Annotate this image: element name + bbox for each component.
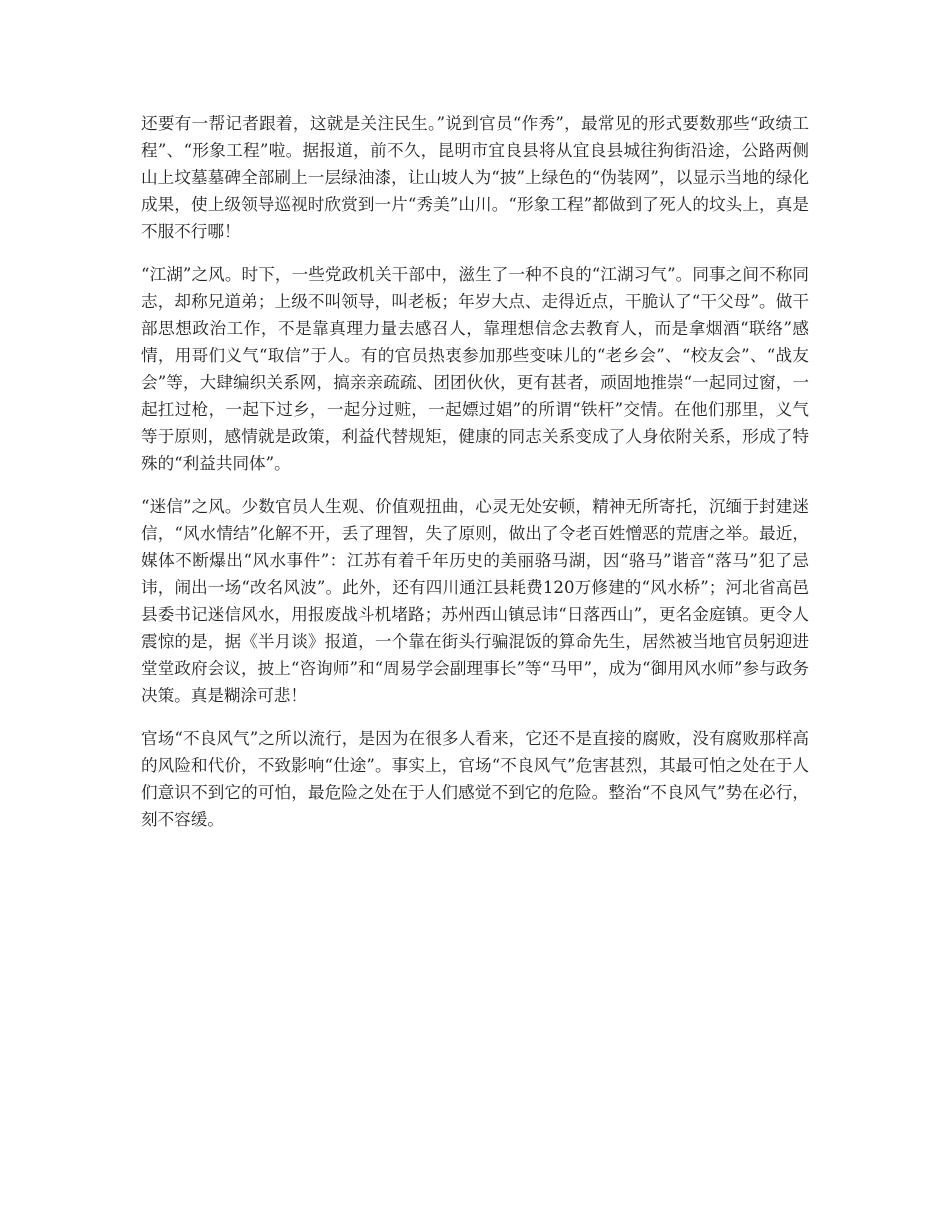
- paragraph-4: 官场“不良风气”之所以流行，是因为在很多人看来，它还不是直接的腐败，没有腐败那样高的风险和代价，不致影响“仕途”。事实上，官场“不良风气”危害甚烈，其最可怕之处在于人们意识不到它的可怕，最危险之处在于人们感觉不到它的危险。整治“不良风气”势在必行，刻不容缓。: [141, 729, 809, 829]
- paragraph-2: “江湖”之风。时下，一些党政机关干部中，滋生了一种不良的“江湖习气”。同事之间不称同志，却称兄道弟；上级不叫领导，叫老板；年岁大点、走得近点，干脆认了“干父母”。做干部思想政治工作，不是靠真理力量去感召人，靠理想信念去教育人，而是拿烟酒“联络”感情，用哥们义气“取信”于人。有的官员热衷参加那些变味儿的“老乡会”、“校友会”、“战友会”等，大肆编织关系网，搞亲亲疏疏、团团伙伙，更有甚者，顽固地推崇“一起同过窗，一起扛过枪，一起下过乡，一起分过赃，一起嫖过娼”的所谓“铁杆”交情。在他们那里，义气等于原则，感情就是政策，利益代替规矩，健康的同志关系变成了人身依附关系，形成了特殊的“利益共同体”。: [141, 265, 809, 473]
- paragraph-1: 还要有一帮记者跟着，这就是关注民生。”说到官员“作秀”，最常见的形式要数那些“政绩工程”、“形象工程”啦。据报道，前不久，昆明市宜良县将从宜良县城往狗街沿途，公路两侧山上坟墓墓碑全部刷上一层绿油漆，让山坡人为“披”上绿色的“伪装网”，以显示当地的绿化成果，使上级领导巡视时欣赏到一片“秀美”山川。“形象工程”都做到了死人的坟头上，真是不服不行哪！: [141, 114, 809, 241]
- document-body: [141, 110, 809, 849]
- paragraph-3: “迷信”之风。少数官员人生观、价值观扭曲，心灵无处安顿，精神无所寄托，沉缅于封建迷信，“风水情结”化解不开，丢了理智，失了原则，做出了令老百姓憎恶的荒唐之举。最近，媒体不断爆出“风水事件”：江苏有着千年历史的美丽骆马湖，因“骆马”谐音“落马”犯了忌讳，闹出一场“改名风波”。此外，还有四川通江县耗费120万修建的“风水桥”；河北省高邑县委书记迷信风水，用报废战斗机堵路；苏州西山镇忌讳“日落西山”，更名金庭镇。更令人震惊的是，据《半月谈》报道，一个靠在街头行骗混饭的算命先生，居然被当地官员躬迎进堂堂政府会议，披上“咨询师”和“周易学会副理事长”等“马甲”，成为“御用风水师”参与政务决策。真是糊涂可悲！: [141, 497, 809, 705]
